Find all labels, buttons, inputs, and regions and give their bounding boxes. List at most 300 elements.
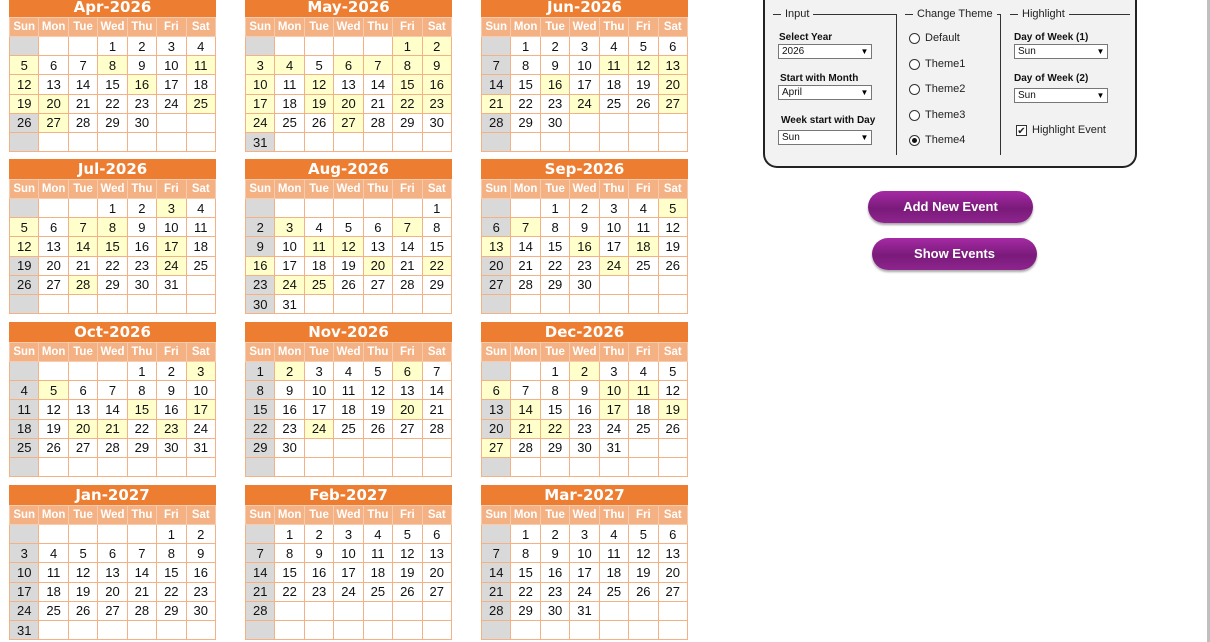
- day-cell[interactable]: 23: [127, 94, 156, 113]
- day-cell[interactable]: 12: [393, 544, 422, 563]
- empty-day-cell[interactable]: [422, 620, 451, 639]
- day-cell[interactable]: 9: [157, 381, 186, 400]
- day-cell[interactable]: 20: [658, 563, 687, 582]
- day-cell[interactable]: 15: [393, 75, 422, 94]
- day-cell[interactable]: 7: [482, 56, 511, 75]
- day-cell[interactable]: 26: [39, 438, 68, 457]
- empty-day-cell[interactable]: [599, 275, 628, 294]
- day-cell[interactable]: 2: [540, 525, 569, 544]
- empty-day-cell[interactable]: [482, 199, 511, 218]
- day-cell[interactable]: 30: [246, 294, 275, 313]
- day-cell[interactable]: 2: [157, 362, 186, 381]
- day-cell[interactable]: 18: [599, 563, 628, 582]
- empty-day-cell[interactable]: [98, 525, 127, 544]
- day-cell[interactable]: 21: [246, 582, 275, 601]
- day-cell[interactable]: 1: [98, 37, 127, 56]
- day-cell[interactable]: 24: [275, 275, 304, 294]
- day-cell[interactable]: 22: [127, 419, 156, 438]
- empty-day-cell[interactable]: [629, 113, 658, 132]
- day-cell[interactable]: 24: [599, 419, 628, 438]
- day-cell[interactable]: 16: [186, 563, 215, 582]
- empty-day-cell[interactable]: [186, 620, 215, 639]
- empty-day-cell[interactable]: [658, 601, 687, 620]
- day-cell[interactable]: 10: [570, 544, 599, 563]
- day-cell[interactable]: 14: [68, 237, 97, 256]
- day-cell[interactable]: 1: [422, 199, 451, 218]
- day-cell[interactable]: 25: [629, 256, 658, 275]
- empty-day-cell[interactable]: [98, 620, 127, 639]
- day-cell[interactable]: 15: [98, 237, 127, 256]
- day-cell[interactable]: 8: [511, 56, 540, 75]
- day-cell[interactable]: 1: [511, 37, 540, 56]
- day-cell[interactable]: 5: [10, 56, 39, 75]
- empty-day-cell[interactable]: [629, 620, 658, 639]
- empty-day-cell[interactable]: [186, 457, 215, 476]
- day-cell[interactable]: 7: [363, 56, 392, 75]
- empty-day-cell[interactable]: [186, 132, 215, 151]
- day-cell[interactable]: 27: [393, 419, 422, 438]
- day-cell[interactable]: 1: [540, 199, 569, 218]
- empty-day-cell[interactable]: [157, 620, 186, 639]
- empty-day-cell[interactable]: [10, 525, 39, 544]
- day-cell[interactable]: 13: [482, 237, 511, 256]
- empty-day-cell[interactable]: [275, 199, 304, 218]
- day-cell[interactable]: 11: [629, 218, 658, 237]
- day-cell[interactable]: 25: [275, 113, 304, 132]
- empty-day-cell[interactable]: [68, 132, 97, 151]
- day-cell[interactable]: 7: [246, 544, 275, 563]
- day-cell[interactable]: 16: [540, 75, 569, 94]
- day-cell[interactable]: 9: [246, 237, 275, 256]
- dow1-dropdown[interactable]: [1014, 44, 1108, 59]
- empty-day-cell[interactable]: [658, 113, 687, 132]
- day-cell[interactable]: 22: [98, 256, 127, 275]
- day-cell[interactable]: 23: [186, 582, 215, 601]
- day-cell[interactable]: 11: [363, 544, 392, 563]
- day-cell[interactable]: 11: [275, 75, 304, 94]
- day-cell[interactable]: 6: [422, 525, 451, 544]
- empty-day-cell[interactable]: [334, 294, 363, 313]
- day-cell[interactable]: 29: [157, 601, 186, 620]
- day-cell[interactable]: 15: [511, 75, 540, 94]
- day-cell[interactable]: 12: [68, 563, 97, 582]
- empty-day-cell[interactable]: [393, 132, 422, 151]
- day-cell[interactable]: 27: [363, 275, 392, 294]
- day-cell[interactable]: 10: [334, 544, 363, 563]
- day-cell[interactable]: 6: [658, 37, 687, 56]
- day-cell[interactable]: 14: [98, 400, 127, 419]
- day-cell[interactable]: 8: [540, 218, 569, 237]
- day-cell[interactable]: 10: [599, 218, 628, 237]
- day-cell[interactable]: 5: [39, 381, 68, 400]
- day-cell[interactable]: 29: [511, 601, 540, 620]
- day-cell[interactable]: 8: [275, 544, 304, 563]
- day-cell[interactable]: 23: [570, 256, 599, 275]
- empty-day-cell[interactable]: [39, 199, 68, 218]
- day-cell[interactable]: 1: [127, 362, 156, 381]
- day-cell[interactable]: 26: [658, 419, 687, 438]
- day-cell[interactable]: 11: [39, 563, 68, 582]
- empty-day-cell[interactable]: [334, 37, 363, 56]
- empty-day-cell[interactable]: [127, 620, 156, 639]
- empty-day-cell[interactable]: [157, 294, 186, 313]
- day-cell[interactable]: 7: [98, 381, 127, 400]
- day-cell[interactable]: 17: [599, 237, 628, 256]
- day-cell[interactable]: 13: [98, 563, 127, 582]
- day-cell[interactable]: 3: [599, 199, 628, 218]
- empty-day-cell[interactable]: [304, 37, 333, 56]
- empty-day-cell[interactable]: [334, 132, 363, 151]
- empty-day-cell[interactable]: [275, 601, 304, 620]
- day-cell[interactable]: 19: [629, 75, 658, 94]
- day-cell[interactable]: 12: [39, 400, 68, 419]
- day-cell[interactable]: 8: [511, 544, 540, 563]
- day-cell[interactable]: 10: [304, 381, 333, 400]
- day-cell[interactable]: 26: [658, 256, 687, 275]
- day-cell[interactable]: 15: [98, 75, 127, 94]
- day-cell[interactable]: 27: [482, 275, 511, 294]
- day-cell[interactable]: 5: [363, 362, 392, 381]
- empty-day-cell[interactable]: [304, 620, 333, 639]
- day-cell[interactable]: 24: [186, 419, 215, 438]
- day-cell[interactable]: 8: [98, 56, 127, 75]
- day-cell[interactable]: 1: [246, 362, 275, 381]
- day-cell[interactable]: 25: [186, 94, 215, 113]
- empty-day-cell[interactable]: [98, 362, 127, 381]
- empty-day-cell[interactable]: [334, 620, 363, 639]
- day-cell[interactable]: 1: [511, 525, 540, 544]
- empty-day-cell[interactable]: [334, 438, 363, 457]
- empty-day-cell[interactable]: [422, 438, 451, 457]
- day-cell[interactable]: 21: [511, 419, 540, 438]
- empty-day-cell[interactable]: [68, 199, 97, 218]
- empty-day-cell[interactable]: [39, 525, 68, 544]
- day-cell[interactable]: 20: [363, 256, 392, 275]
- day-cell[interactable]: 30: [422, 113, 451, 132]
- day-cell[interactable]: 24: [157, 256, 186, 275]
- day-cell[interactable]: 24: [10, 601, 39, 620]
- day-cell[interactable]: 18: [599, 75, 628, 94]
- empty-day-cell[interactable]: [658, 275, 687, 294]
- day-cell[interactable]: 5: [68, 544, 97, 563]
- day-cell[interactable]: 16: [127, 237, 156, 256]
- day-cell[interactable]: 18: [275, 94, 304, 113]
- day-cell[interactable]: 24: [157, 94, 186, 113]
- day-cell[interactable]: 21: [363, 94, 392, 113]
- day-cell[interactable]: 4: [629, 362, 658, 381]
- day-cell[interactable]: 20: [39, 256, 68, 275]
- day-cell[interactable]: 15: [540, 400, 569, 419]
- day-cell[interactable]: 3: [275, 218, 304, 237]
- empty-day-cell[interactable]: [629, 275, 658, 294]
- day-cell[interactable]: 9: [540, 544, 569, 563]
- day-cell[interactable]: 19: [10, 256, 39, 275]
- day-cell[interactable]: 6: [658, 525, 687, 544]
- day-cell[interactable]: 19: [304, 94, 333, 113]
- highlight-event-checkbox[interactable]: [1016, 124, 1106, 136]
- day-cell[interactable]: 26: [10, 113, 39, 132]
- empty-day-cell[interactable]: [363, 199, 392, 218]
- day-cell[interactable]: 30: [157, 438, 186, 457]
- day-cell[interactable]: 3: [334, 525, 363, 544]
- day-cell[interactable]: 20: [98, 582, 127, 601]
- day-cell[interactable]: 23: [540, 94, 569, 113]
- empty-day-cell[interactable]: [275, 37, 304, 56]
- empty-day-cell[interactable]: [511, 457, 540, 476]
- day-cell[interactable]: 31: [246, 132, 275, 151]
- day-cell[interactable]: 9: [127, 56, 156, 75]
- day-cell[interactable]: 23: [540, 582, 569, 601]
- day-cell[interactable]: 12: [10, 237, 39, 256]
- day-cell[interactable]: 13: [393, 381, 422, 400]
- day-cell[interactable]: 17: [10, 582, 39, 601]
- day-cell[interactable]: 7: [127, 544, 156, 563]
- day-cell[interactable]: 30: [570, 438, 599, 457]
- day-cell[interactable]: 15: [422, 237, 451, 256]
- day-cell[interactable]: 18: [629, 400, 658, 419]
- day-cell[interactable]: 18: [334, 400, 363, 419]
- day-cell[interactable]: 28: [511, 275, 540, 294]
- empty-day-cell[interactable]: [246, 457, 275, 476]
- empty-day-cell[interactable]: [127, 457, 156, 476]
- empty-day-cell[interactable]: [275, 457, 304, 476]
- day-cell[interactable]: 30: [275, 438, 304, 457]
- dow2-dropdown[interactable]: [1014, 88, 1108, 103]
- empty-day-cell[interactable]: [658, 620, 687, 639]
- day-cell[interactable]: 4: [304, 218, 333, 237]
- empty-day-cell[interactable]: [304, 294, 333, 313]
- empty-day-cell[interactable]: [186, 294, 215, 313]
- day-cell[interactable]: 25: [10, 438, 39, 457]
- day-cell[interactable]: 12: [10, 75, 39, 94]
- day-cell[interactable]: 12: [304, 75, 333, 94]
- day-cell[interactable]: 9: [275, 381, 304, 400]
- empty-day-cell[interactable]: [422, 457, 451, 476]
- day-cell[interactable]: 19: [658, 400, 687, 419]
- day-cell[interactable]: 4: [39, 544, 68, 563]
- day-cell[interactable]: 14: [482, 563, 511, 582]
- day-cell[interactable]: 21: [68, 256, 97, 275]
- empty-day-cell[interactable]: [540, 132, 569, 151]
- day-cell[interactable]: 18: [186, 75, 215, 94]
- empty-day-cell[interactable]: [68, 620, 97, 639]
- day-cell[interactable]: 20: [482, 419, 511, 438]
- day-cell[interactable]: 21: [127, 582, 156, 601]
- day-cell[interactable]: 27: [334, 113, 363, 132]
- day-cell[interactable]: 13: [422, 544, 451, 563]
- day-cell[interactable]: 29: [540, 275, 569, 294]
- empty-day-cell[interactable]: [658, 457, 687, 476]
- day-cell[interactable]: 25: [363, 582, 392, 601]
- add-new-event-button[interactable]: Add New Event: [868, 191, 1033, 223]
- day-cell[interactable]: 3: [10, 544, 39, 563]
- day-cell[interactable]: 28: [482, 113, 511, 132]
- day-cell[interactable]: 17: [186, 400, 215, 419]
- empty-day-cell[interactable]: [570, 620, 599, 639]
- day-cell[interactable]: 13: [39, 237, 68, 256]
- day-cell[interactable]: 7: [393, 218, 422, 237]
- day-cell[interactable]: 9: [186, 544, 215, 563]
- day-cell[interactable]: 5: [334, 218, 363, 237]
- day-cell[interactable]: 15: [540, 237, 569, 256]
- day-cell[interactable]: 16: [275, 400, 304, 419]
- day-cell[interactable]: 14: [363, 75, 392, 94]
- start-month-dropdown[interactable]: [778, 85, 872, 100]
- day-cell[interactable]: 28: [422, 419, 451, 438]
- empty-day-cell[interactable]: [482, 132, 511, 151]
- day-cell[interactable]: 27: [658, 94, 687, 113]
- day-cell[interactable]: 24: [246, 113, 275, 132]
- day-cell[interactable]: 11: [186, 218, 215, 237]
- day-cell[interactable]: 13: [363, 237, 392, 256]
- empty-day-cell[interactable]: [482, 362, 511, 381]
- day-cell[interactable]: 10: [570, 56, 599, 75]
- empty-day-cell[interactable]: [39, 132, 68, 151]
- day-cell[interactable]: 26: [68, 601, 97, 620]
- day-cell[interactable]: 22: [275, 582, 304, 601]
- day-cell[interactable]: 4: [275, 56, 304, 75]
- day-cell[interactable]: 8: [157, 544, 186, 563]
- day-cell[interactable]: 12: [363, 381, 392, 400]
- day-cell[interactable]: 13: [334, 75, 363, 94]
- day-cell[interactable]: 26: [334, 275, 363, 294]
- day-cell[interactable]: 16: [570, 400, 599, 419]
- day-cell[interactable]: 5: [658, 362, 687, 381]
- day-cell[interactable]: 14: [68, 75, 97, 94]
- day-cell[interactable]: 26: [393, 582, 422, 601]
- day-cell[interactable]: 18: [304, 256, 333, 275]
- day-cell[interactable]: 11: [629, 381, 658, 400]
- day-cell[interactable]: 16: [570, 237, 599, 256]
- day-cell[interactable]: 23: [304, 582, 333, 601]
- day-cell[interactable]: 2: [570, 362, 599, 381]
- day-cell[interactable]: 18: [186, 237, 215, 256]
- empty-day-cell[interactable]: [98, 457, 127, 476]
- day-cell[interactable]: 31: [570, 601, 599, 620]
- day-cell[interactable]: 28: [98, 438, 127, 457]
- day-cell[interactable]: 5: [629, 37, 658, 56]
- day-cell[interactable]: 21: [482, 94, 511, 113]
- empty-day-cell[interactable]: [127, 132, 156, 151]
- day-cell[interactable]: 20: [393, 400, 422, 419]
- day-cell[interactable]: 21: [393, 256, 422, 275]
- day-cell[interactable]: 29: [511, 113, 540, 132]
- day-cell[interactable]: 27: [39, 113, 68, 132]
- day-cell[interactable]: 9: [540, 56, 569, 75]
- day-cell[interactable]: 27: [68, 438, 97, 457]
- empty-day-cell[interactable]: [10, 37, 39, 56]
- empty-day-cell[interactable]: [246, 620, 275, 639]
- day-cell[interactable]: 29: [393, 113, 422, 132]
- day-cell[interactable]: 25: [334, 419, 363, 438]
- day-cell[interactable]: 30: [186, 601, 215, 620]
- empty-day-cell[interactable]: [334, 601, 363, 620]
- day-cell[interactable]: 7: [482, 544, 511, 563]
- day-cell[interactable]: 26: [629, 582, 658, 601]
- day-cell[interactable]: 1: [157, 525, 186, 544]
- day-cell[interactable]: 8: [98, 218, 127, 237]
- empty-day-cell[interactable]: [68, 525, 97, 544]
- empty-day-cell[interactable]: [658, 438, 687, 457]
- day-cell[interactable]: 17: [570, 75, 599, 94]
- day-cell[interactable]: 17: [570, 563, 599, 582]
- day-cell[interactable]: 18: [10, 419, 39, 438]
- day-cell[interactable]: 18: [39, 582, 68, 601]
- day-cell[interactable]: 5: [10, 218, 39, 237]
- day-cell[interactable]: 11: [304, 237, 333, 256]
- day-cell[interactable]: 19: [68, 582, 97, 601]
- day-cell[interactable]: 10: [186, 381, 215, 400]
- day-cell[interactable]: 2: [127, 37, 156, 56]
- empty-day-cell[interactable]: [570, 113, 599, 132]
- empty-day-cell[interactable]: [363, 132, 392, 151]
- day-cell[interactable]: 31: [10, 620, 39, 639]
- empty-day-cell[interactable]: [629, 457, 658, 476]
- day-cell[interactable]: 29: [127, 438, 156, 457]
- day-cell[interactable]: 30: [127, 275, 156, 294]
- day-cell[interactable]: 20: [334, 94, 363, 113]
- day-cell[interactable]: 5: [658, 199, 687, 218]
- empty-day-cell[interactable]: [275, 132, 304, 151]
- day-cell[interactable]: 17: [275, 256, 304, 275]
- empty-day-cell[interactable]: [39, 457, 68, 476]
- day-cell[interactable]: 19: [334, 256, 363, 275]
- day-cell[interactable]: 18: [629, 237, 658, 256]
- day-cell[interactable]: 21: [68, 94, 97, 113]
- day-cell[interactable]: 3: [599, 362, 628, 381]
- day-cell[interactable]: 28: [68, 275, 97, 294]
- day-cell[interactable]: 4: [599, 525, 628, 544]
- empty-day-cell[interactable]: [127, 294, 156, 313]
- day-cell[interactable]: 19: [658, 237, 687, 256]
- day-cell[interactable]: 7: [511, 381, 540, 400]
- day-cell[interactable]: 2: [186, 525, 215, 544]
- day-cell[interactable]: 22: [540, 419, 569, 438]
- day-cell[interactable]: 25: [39, 601, 68, 620]
- day-cell[interactable]: 29: [98, 113, 127, 132]
- theme-option-theme3[interactable]: [909, 109, 965, 121]
- empty-day-cell[interactable]: [304, 457, 333, 476]
- theme-option-default[interactable]: [909, 32, 960, 44]
- day-cell[interactable]: 1: [98, 199, 127, 218]
- day-cell[interactable]: 21: [98, 419, 127, 438]
- theme-option-theme4[interactable]: [909, 134, 965, 146]
- empty-day-cell[interactable]: [511, 362, 540, 381]
- empty-day-cell[interactable]: [363, 37, 392, 56]
- empty-day-cell[interactable]: [540, 620, 569, 639]
- day-cell[interactable]: 2: [246, 218, 275, 237]
- day-cell[interactable]: 10: [599, 381, 628, 400]
- empty-day-cell[interactable]: [10, 362, 39, 381]
- day-cell[interactable]: 13: [658, 544, 687, 563]
- day-cell[interactable]: 16: [157, 400, 186, 419]
- day-cell[interactable]: 26: [304, 113, 333, 132]
- day-cell[interactable]: 11: [599, 56, 628, 75]
- empty-day-cell[interactable]: [511, 132, 540, 151]
- day-cell[interactable]: 6: [482, 218, 511, 237]
- day-cell[interactable]: 3: [157, 199, 186, 218]
- day-cell[interactable]: 4: [363, 525, 392, 544]
- day-cell[interactable]: 8: [246, 381, 275, 400]
- day-cell[interactable]: 31: [157, 275, 186, 294]
- day-cell[interactable]: 2: [304, 525, 333, 544]
- empty-day-cell[interactable]: [10, 132, 39, 151]
- day-cell[interactable]: 2: [127, 199, 156, 218]
- day-cell[interactable]: 11: [10, 400, 39, 419]
- empty-day-cell[interactable]: [629, 132, 658, 151]
- empty-day-cell[interactable]: [393, 294, 422, 313]
- day-cell[interactable]: 12: [629, 56, 658, 75]
